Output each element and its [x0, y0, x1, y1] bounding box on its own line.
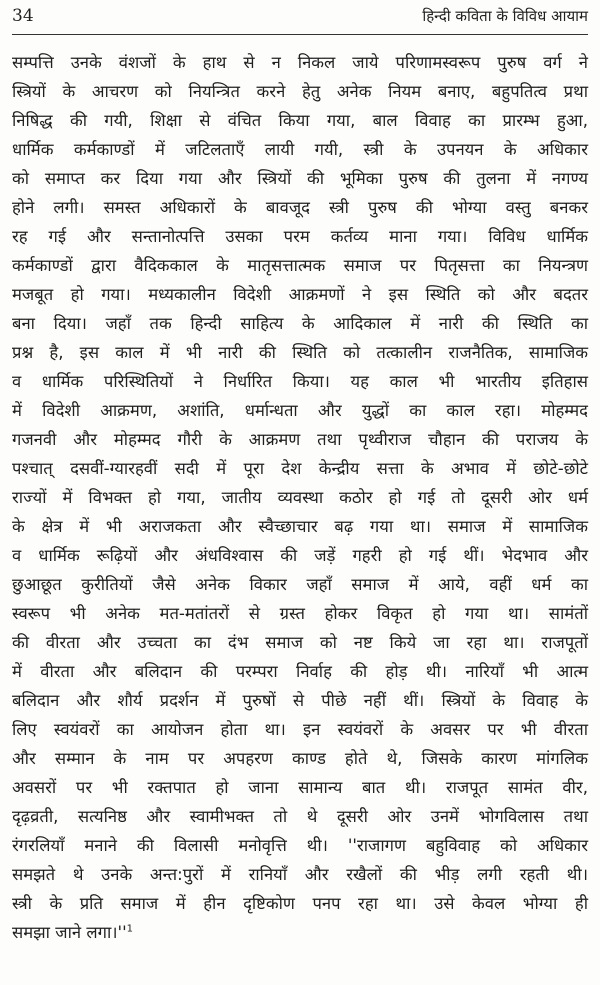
text-line: बलिदान और शौर्य प्रदर्शन में पुरुषों से पीछे नहीं थीं। स्त्रियों के विवाह के [12, 691, 588, 710]
text-line: व धार्मिक रूढ़ियों और अंधविश्वास की जड़ें गहरी हो गई थीं। भेदभाव और [12, 546, 588, 565]
text-line: स्वरूप भी अनेक मत-मतांतरों से ग्रस्त होकर विकृत हो गया था। सामंतों [12, 604, 588, 623]
text-line: रह गई और सन्तानोत्पत्ति उसका परम कर्तव्य माना गया। विविध धार्मिक [12, 227, 588, 246]
text-line: समझते थे उनके अन्त:पुरों में रानियाँ और रखैलों की भीड़ लगी रहती थी। [12, 865, 588, 884]
text-line: को समाप्त कर दिया गया और स्त्रियों की भूमिका पुरुष की तुलना में नगण्य [12, 169, 588, 188]
text-line: मजबूत हो गया। मध्यकालीन विदेशी आक्रमणों ने इस स्थिति को और बदतर [12, 285, 588, 304]
text-line: स्त्रियों के आचरण को नियन्त्रित करने हेतु अनेक नियम बनाए, बहुपतित्व प्रथा [12, 82, 588, 101]
text-line: पश्चात् दसवीं-ग्यारहवीं सदी में पूरा देश केन्द्रीय सत्ता के अभाव में छोटे-छोटे [12, 459, 588, 478]
text-line: बना दिया। जहाँ तक हिन्दी साहित्य के आदिकाल में नारी की स्थिति का [12, 314, 588, 333]
footnote-marker[interactable]: 1 [126, 923, 134, 935]
text-line: राज्यों में विभक्त हो गया, जातीय व्यवस्था कठोर हो गई तो दूसरी ओर धर्म [12, 488, 588, 507]
text-line: कर्मकाण्डों द्वारा वैदिककाल के मातृसत्तात्मक समाज पर पितृसत्ता का नियन्त्रण [12, 256, 588, 275]
text-line: लिए स्वयंवरों का आयोजन होता था। इन स्वयंवरों के अवसर पर भी वीरता [12, 720, 588, 739]
running-title: हिन्दी कविता के विविध आयाम [422, 7, 588, 25]
text-line: अवसरों पर भी रक्तपात हो जाना सामान्य बात थी। राजपूत सामंत वीर, [12, 778, 588, 797]
header-rule [12, 34, 588, 35]
text-line: के क्षेत्र में भी अराजकता और स्वैच्छाचार बढ़ गया था। समाज में सामाजिक [12, 517, 588, 536]
text-line-last-content: समझा जाने लगा।'' [12, 923, 127, 942]
text-line: और सम्मान के नाम पर अपहरण काण्ड होते थे, जिसके कारण मांगलिक [12, 749, 588, 768]
text-line: गजनवी और मोहम्मद गौरी के आक्रमण तथा पृथ्वीराज चौहान की पराजय के [12, 430, 588, 449]
text-line: स्त्री के प्रति समाज में हीन दृष्टिकोण पनप रहा था। उसे केवल भोग्या ही [12, 894, 588, 913]
page-header [12, 6, 588, 30]
text-line: छुआछूत कुरीतियों जैसे अनेक विकार जहाँ समाज में आये, वहीं धर्म का [12, 575, 588, 594]
text-line-last [12, 918, 588, 947]
text-line: सम्पत्ति उनके वंशजों के हाथ से न निकल जाये परिणामस्वरूप पुरुष वर्ग ने [12, 53, 588, 72]
text-line: में विदेशी आक्रमण, अशांति, धर्मान्धता और युद्धों का काल रहा। मोहम्मद [12, 401, 588, 420]
text-line: रंगरलियाँ मनाने की विलासी मनोवृत्ति थी। ''राजागण बहुविवाह को अधिकार [12, 836, 588, 855]
text-line: की वीरता और उच्चता का दंभ समाज को नष्ट किये जा रहा था। राजपूतों [12, 633, 588, 652]
text-line: निषिद्ध की गयी, शिक्षा से वंचित किया गया, बाल विवाह का प्रारम्भ हुआ, [12, 111, 588, 130]
text-line: प्रश्न है, इस काल में भी नारी की स्थिति को तत्कालीन राजनैतिक, सामाजिक [12, 343, 588, 362]
text-line: व धार्मिक परिस्थितियों ने निर्धारित किया। यह काल भी भारतीय इतिहास [12, 372, 588, 391]
text-line: में वीरता और बलिदान की परम्परा निर्वाह की होड़ थी। नारियाँ भी आत्म [12, 662, 588, 681]
page-number: 34 [12, 6, 34, 26]
body-paragraph [12, 48, 588, 947]
text-line: दृढ़व्रती, सत्यनिष्ठ और स्वामीभक्त तो थे दूसरी ओर उनमें भोगविलास तथा [12, 807, 588, 826]
text-line: होने लगी। समस्त अधिकारों के बावजूद स्त्री पुरुष की भोग्या वस्तु बनकर [12, 198, 588, 217]
text-line: धार्मिक कर्मकाण्डों में जटिलताएँ लायी गयी, स्त्री के उपनयन के अधिकार [12, 140, 588, 159]
